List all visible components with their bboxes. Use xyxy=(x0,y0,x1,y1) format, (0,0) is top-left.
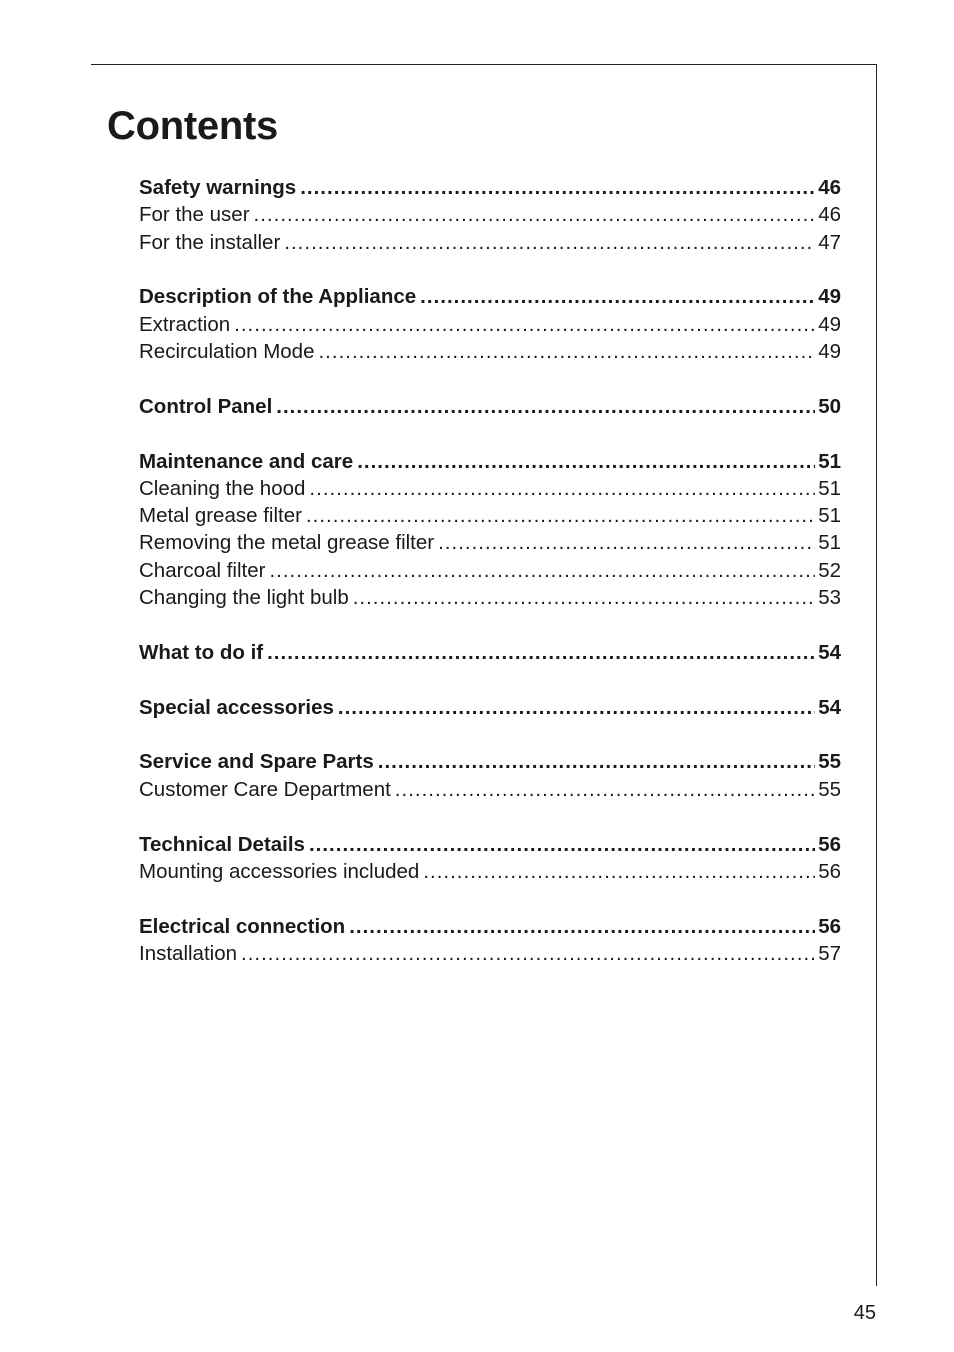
toc-heading-page: 49 xyxy=(818,285,841,309)
toc-entry[interactable] xyxy=(139,338,841,365)
toc-heading-label: Electrical connection xyxy=(139,914,346,938)
toc-section xyxy=(139,393,841,420)
toc-heading-label: Maintenance and care xyxy=(139,449,354,473)
dot-leader xyxy=(423,858,815,885)
toc-heading-page: 46 xyxy=(818,176,841,199)
toc-entry-label: Extraction xyxy=(139,312,231,336)
toc-entry-page: 46 xyxy=(818,203,841,227)
dot-leader xyxy=(420,283,815,310)
right-border-rule xyxy=(876,64,877,1286)
toc-entry-page: 51 xyxy=(818,504,841,528)
toc-entry[interactable] xyxy=(139,229,841,256)
dot-leader xyxy=(267,639,815,666)
top-border-rule xyxy=(91,64,877,65)
dot-leader xyxy=(269,557,815,584)
dot-leader xyxy=(276,393,815,420)
toc-section xyxy=(139,694,841,721)
dot-leader xyxy=(284,229,815,256)
toc-heading-label: Description of the Appliance xyxy=(139,285,417,309)
toc-section-heading[interactable] xyxy=(139,393,841,420)
toc-entry-label: Mounting accessories included xyxy=(139,859,420,883)
toc-section xyxy=(139,831,841,886)
toc-section-heading[interactable] xyxy=(139,694,841,721)
toc-section-heading[interactable] xyxy=(139,448,841,475)
toc-entry-label: Recirculation Mode xyxy=(139,339,315,363)
toc-entry-label: For the installer xyxy=(139,230,281,254)
toc-entry-page: 53 xyxy=(818,586,841,610)
toc-section xyxy=(139,283,841,365)
toc-section xyxy=(139,913,841,968)
toc-heading-page: 54 xyxy=(818,695,841,719)
toc-entry-page: 57 xyxy=(818,941,841,965)
dot-leader xyxy=(395,776,815,803)
toc-entry-page: 51 xyxy=(818,476,841,500)
toc-entry-label: Metal grease filter xyxy=(139,504,302,528)
toc-entry[interactable] xyxy=(139,475,841,502)
toc-entry[interactable] xyxy=(139,311,841,338)
toc-heading-page: 54 xyxy=(818,640,841,664)
toc-entry[interactable] xyxy=(139,776,841,803)
toc-heading-page: 55 xyxy=(818,750,841,774)
toc-heading-label: Special accessories xyxy=(139,695,334,719)
dot-leader xyxy=(300,174,815,201)
toc-entry[interactable] xyxy=(139,584,841,611)
toc-heading-label: Control Panel xyxy=(139,394,273,418)
toc-heading-label: Technical Details xyxy=(139,832,305,856)
toc-entry-page: 49 xyxy=(818,312,841,336)
dot-leader xyxy=(349,913,815,940)
dot-leader xyxy=(318,338,815,365)
toc-section-heading[interactable] xyxy=(139,913,841,940)
dot-leader xyxy=(309,475,815,502)
toc-entry-page: 55 xyxy=(818,777,841,801)
dot-leader xyxy=(241,940,815,967)
toc-heading-page: 56 xyxy=(818,832,841,856)
toc-section-heading[interactable] xyxy=(139,283,841,310)
toc-entry-label: Charcoal filter xyxy=(139,558,266,582)
dot-leader xyxy=(438,529,815,556)
toc-entry-page: 51 xyxy=(818,531,841,555)
toc-entry-label: Cleaning the hood xyxy=(139,476,306,500)
dot-leader xyxy=(338,694,815,721)
toc-entry[interactable] xyxy=(139,529,841,556)
toc-section xyxy=(139,748,841,803)
toc-heading-page: 51 xyxy=(818,449,841,473)
toc-section-heading[interactable] xyxy=(139,639,841,666)
toc-entry[interactable] xyxy=(139,557,841,584)
dot-leader xyxy=(309,831,815,858)
toc-section-heading[interactable] xyxy=(139,748,841,775)
toc-section-heading[interactable] xyxy=(139,174,841,201)
dot-leader xyxy=(357,448,815,475)
toc-entry[interactable] xyxy=(139,858,841,885)
toc-heading-label: Service and Spare Parts xyxy=(139,750,374,774)
toc-section xyxy=(139,448,841,612)
toc-heading-page: 56 xyxy=(818,914,841,938)
toc-entry-label: Customer Care Department xyxy=(139,777,391,801)
toc-heading-label: Safety warnings xyxy=(139,176,297,199)
dot-leader xyxy=(378,748,815,775)
toc-entry[interactable] xyxy=(139,201,841,228)
table-of-contents xyxy=(139,174,841,995)
toc-entry-page: 47 xyxy=(818,230,841,254)
toc-section-heading[interactable] xyxy=(139,831,841,858)
toc-section xyxy=(139,174,841,256)
toc-entry[interactable] xyxy=(139,940,841,967)
toc-entry-label: For the user xyxy=(139,203,250,227)
dot-leader xyxy=(353,584,815,611)
toc-heading-label: What to do if xyxy=(139,640,264,664)
dot-leader xyxy=(234,311,815,338)
toc-entry-page: 49 xyxy=(818,339,841,363)
dot-leader xyxy=(254,201,816,228)
toc-section xyxy=(139,639,841,666)
toc-entry[interactable] xyxy=(139,502,841,529)
dot-leader xyxy=(306,502,815,529)
page-title: Contents xyxy=(107,104,278,148)
toc-entry-label: Changing the light bulb xyxy=(139,586,349,610)
toc-entry-page: 52 xyxy=(818,558,841,582)
page-number: 45 xyxy=(853,1302,876,1324)
toc-heading-page: 50 xyxy=(818,394,841,418)
toc-entry-label: Installation xyxy=(139,941,238,965)
toc-entry-label: Removing the metal grease filter xyxy=(139,531,435,555)
toc-entry-page: 56 xyxy=(818,859,841,883)
